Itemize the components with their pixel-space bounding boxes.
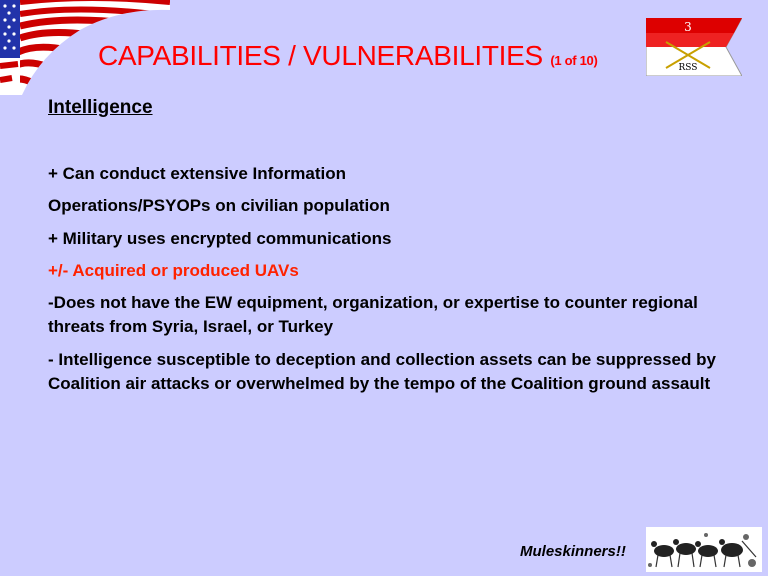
bullet-item: Operations/PSYOPs on civilian population bbox=[48, 196, 390, 215]
section-heading: Intelligence bbox=[48, 97, 153, 118]
mule-team-clipart bbox=[646, 527, 762, 572]
page-indicator: (1 of 10) bbox=[550, 53, 598, 68]
bullet-item: - Intelligence susceptible to deception and collection assets can be suppressed by Coalition air attacks or overwhelmed by the tempo of the Coalition ground assault bbox=[48, 350, 716, 393]
bullet-item: + Can conduct extensive Information bbox=[48, 164, 347, 183]
bullet-item: -Does not have the EW equipment, organization, or expertise to counter regional threats from Syria, Israel, or Turkey bbox=[48, 293, 698, 336]
bullet-item: + Military uses encrypted communications bbox=[48, 229, 392, 248]
bullet-item-highlight: +/- Acquired or produced UAVs bbox=[48, 261, 299, 280]
guidon-label: RSS bbox=[678, 63, 698, 73]
slide-title bbox=[98, 40, 658, 72]
cavalry-guidon-icon bbox=[646, 18, 742, 76]
footer-text: Muleskinners!! bbox=[520, 543, 626, 560]
title-text: CAPABILITIES / VULNERABILITIES bbox=[98, 40, 543, 71]
guidon-number: 3 bbox=[684, 20, 692, 34]
